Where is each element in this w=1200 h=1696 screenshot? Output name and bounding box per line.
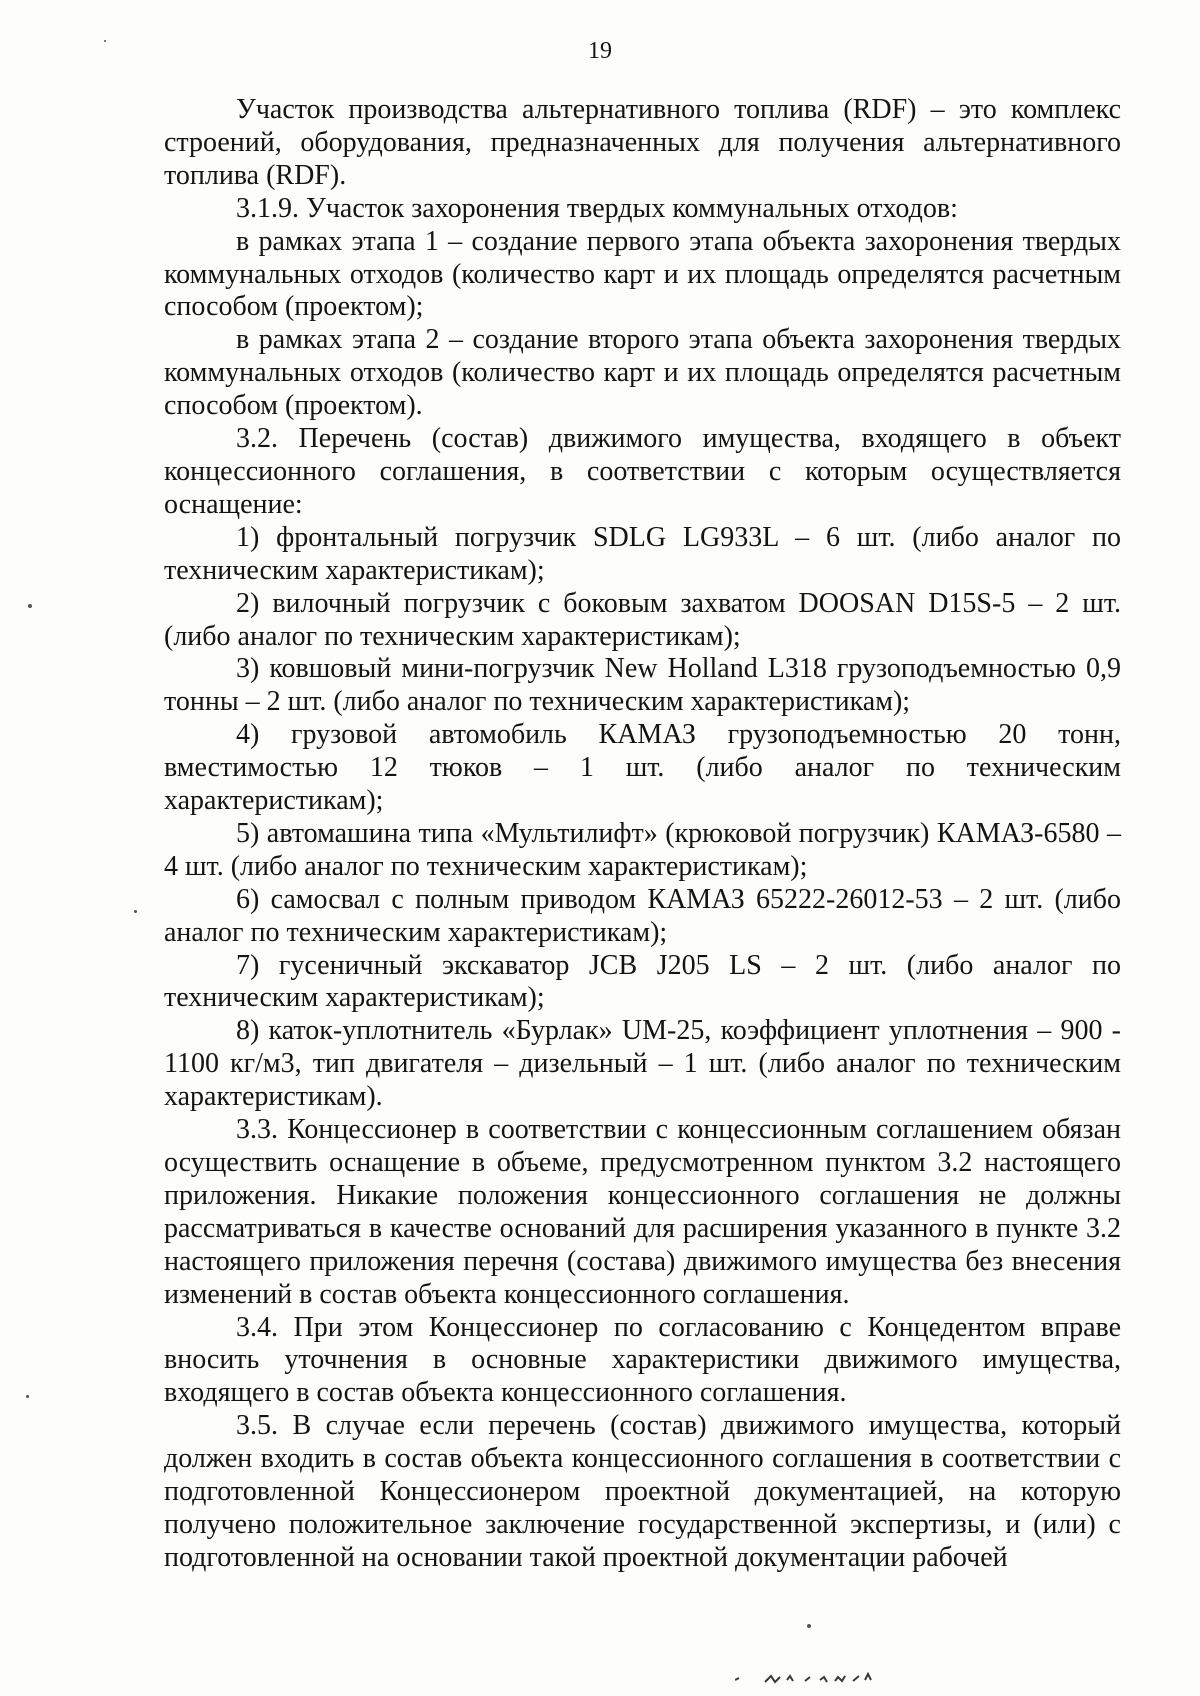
page-number: 19 — [588, 38, 612, 64]
document-body — [164, 94, 1121, 1575]
paragraph-3-4: 3.4. При этом Концессионер по согласованию с Концедентом вправе вносить уточнения в основные характеристики движимого имущества, входящего в состав объекта концессионного соглашения. — [164, 1311, 1121, 1409]
list-item-2: 2) вилочный погрузчик с боковым захватом DOOSAN D15S-5 – 2 шт. (либо аналог по техническим характеристикам); — [164, 587, 1121, 652]
list-item-7: 7) гусеничный экскаватор JCB J205 LS – 2 шт. (либо аналог по техническим характеристикам); — [164, 949, 1121, 1014]
list-item-4: 4) грузовой автомобиль КАМАЗ грузоподъемностью 20 тонн, вместимостью 12 тюков – 1 шт. (либо аналог по техническим характеристикам); — [164, 719, 1121, 817]
paragraph-stage-2: в рамках этапа 2 – создание второго этапа объекта захоронения твердых коммунальных отходов (количество карт и их площадь определятся расчетным способом (проектом). — [164, 324, 1121, 422]
paragraph-stage-1: в рамках этапа 1 – создание первого этапа объекта захоронения твердых коммунальных отходов (количество карт и их площадь определятся расчетным способом (проектом); — [164, 225, 1121, 323]
paragraph-3-2: 3.2. Перечень (состав) движимого имущества, входящего в объект концессионного соглашения, в соответствии с которым осуществляется оснащение: — [164, 423, 1121, 520]
scan-speck — [807, 1624, 811, 1628]
list-item-5: 5) автомашина типа «Мультилифт» (крюковой погрузчик) КАМАЗ-6580 – 4 шт. (либо аналог по техническим характеристикам); — [164, 817, 1121, 882]
paragraph-3-3: 3.3. Концессионер в соответствии с концессионным соглашением обязан осуществить оснащение в объеме, предусмотренном пунктом 3.2 настоящего приложения. Никакие положения концессионного соглашения не должны рассматриваться в качестве оснований для расширения указанного в пункте 3.2 настоящего приложения перечня (состава) движимого имущества без внесения изменений в состав объекта концессионного соглашения. — [164, 1114, 1121, 1310]
list-item-3: 3) ковшовый мини-погрузчик New Holland L318 грузоподъемностью 0,9 тонны – 2 шт. (либо аналог по техническим характеристикам); — [164, 653, 1121, 718]
scan-speck — [28, 604, 32, 608]
list-item-1: 1) фронтальный погрузчик SDLG LG933L – 6 шт. (либо аналог по техническим характеристикам); — [164, 521, 1121, 586]
paragraph-3-5: 3.5. В случае если перечень (состав) движимого имущества, который должен входить в состав объекта концессионного соглашения в соответствии с подготовленной Концессионером проектной документацией, на которую получено положительное заключение государственной экспертизы, и (или) с подготовленной на основании такой проектной документации рабочей — [164, 1410, 1121, 1573]
scan-speck — [134, 910, 137, 913]
paragraph-3-1-9: 3.1.9. Участок захоронения твердых коммунальных отходов: — [236, 192, 958, 224]
scan-speck — [26, 1395, 29, 1398]
paragraph-rdf-site: Участок производства альтернативного топлива (RDF) – это комплекс строений, оборудования, предназначенных для получения альтернативного топлива (RDF). — [164, 94, 1121, 191]
scan-speck — [104, 40, 106, 42]
list-item-8: 8) каток-уплотнитель «Бурлак» UM-25, коэффициент уплотнения – 900 - 1100 кг/м3, тип двигателя – дизельный – 1 шт. (либо аналог по техническим характеристикам). — [164, 1015, 1121, 1113]
list-item-6: 6) самосвал с полным приводом КАМАЗ 65222-26012-53 – 2 шт. (либо аналог по техническим характеристикам); — [164, 883, 1121, 948]
scan-stamp-fragment — [735, 1668, 935, 1688]
